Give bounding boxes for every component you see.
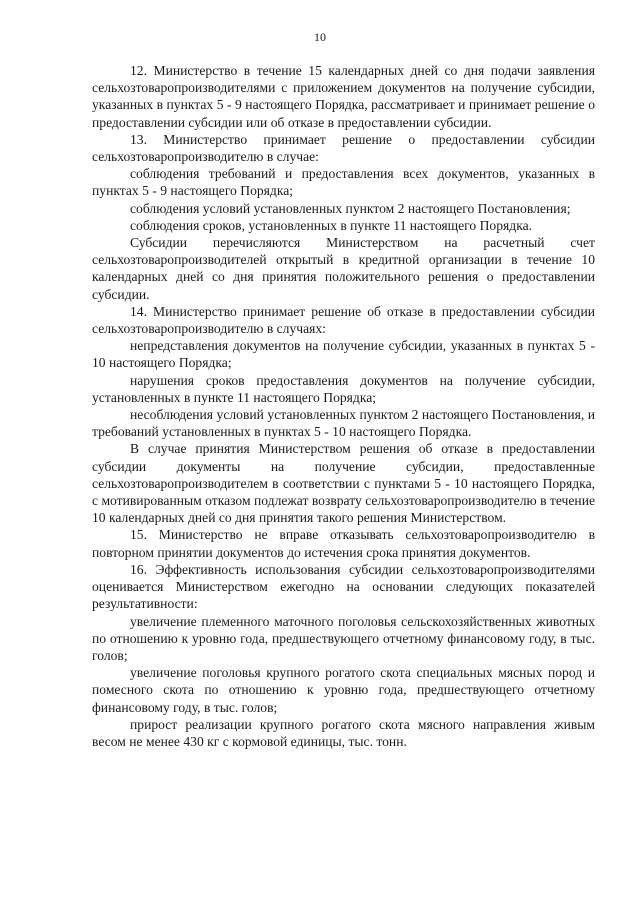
paragraph-13-item-2: соблюдения условий установленных пунктом 2 настоящего Постановления;	[130, 200, 571, 216]
paragraph-16-item-3: прирост реализации крупного рогатого скота мясного направления живым весом не менее 430 кг с кормовой единицы, тыс. тонн.	[92, 716, 595, 749]
paragraph-15: 15. Министерство не вправе отказывать сельхозтоваропроизводителю в повторном принятии документов до истечения срока принятия документов.	[92, 527, 595, 560]
paragraph-16: 16. Эффективность использования субсидии сельхозтоваропроизводителями оценивается Министерством ежегодно на основании следующих показателей результативности:	[92, 561, 595, 612]
paragraph-14-item-1: непредставления документов на получение субсидии, указанных в пунктах 5 - 10 настоящего Порядка;	[92, 338, 595, 371]
paragraph-13-item-1: соблюдения требований и предоставления всех документов, указанных в пунктах 5 - 9 настоящего Порядка;	[92, 166, 595, 199]
page-number: 10	[314, 30, 326, 44]
paragraph-14-item-2: нарушения сроков предоставления документов на получение субсидии, установленных в пункте 11 настоящего Порядка;	[92, 372, 595, 405]
paragraph-16-item-2: увеличение поголовья крупного рогатого скота специальных мясных пород и помесного скота по отношению к уровню года, предшествующего отчетному финансовому году, в тыс. голов;	[92, 665, 595, 715]
paragraph-16-item-1: увеличение племенного маточного поголовья сельскохозяйственных животных по отношению к уровню года, предшествующего отчетному финансовому году, в тыс. голов;	[92, 613, 595, 663]
paragraph-14: 14. Министерство принимает решение об отказе в предоставлении субсидии сельхозтоваропроизводителю в случаях:	[92, 303, 595, 337]
paragraph-12: 12. Министерство в течение 15 календарных дней со дня подачи заявления сельхозтоваропроизводителями с приложением документов на получение субсидии, указанных в пунктах 5 - 9 настоящего Порядка, рассматривает и принимает решение о предоставлении субсидии или об отказе в предоставлении субсидии.	[92, 63, 595, 130]
paragraph-subsidy-transfer: Субсидии перечисляются Министерством на расчетный счет сельхозтоваропроизводителей открытый в кредитной организации в течение 10 календарных дней со дня принятия положительного решения о предоставлении субсидии.	[92, 235, 595, 302]
paragraph-13: 13. Министерство принимает решение о предоставлении субсидии сельхозтоваропроизводителю в случае:	[92, 131, 595, 165]
paragraph-13-item-3: соблюдения сроков, установленных в пункте 11 настоящего Порядка.	[130, 217, 533, 233]
document-body	[92, 62, 595, 750]
paragraph-refusal-return: В случае принятия Министерством решения об отказе в предоставлении субсидии документы на получение субсидии, предоставленные сельхозтоваропроизводителем в соответствии с пунктами 5 - 10 настоящего Порядка, с мотивированным отказом подлежат возврату сельхозтоваропроизводителю в течение 10 календарных дней со дня принятия такого решения Министерством.	[92, 441, 595, 526]
paragraph-14-item-3: несоблюдения условий установленных пунктом 2 настоящего Постановления, и требований установленных в пунктах 5 - 10 настоящего Порядка.	[92, 407, 595, 440]
